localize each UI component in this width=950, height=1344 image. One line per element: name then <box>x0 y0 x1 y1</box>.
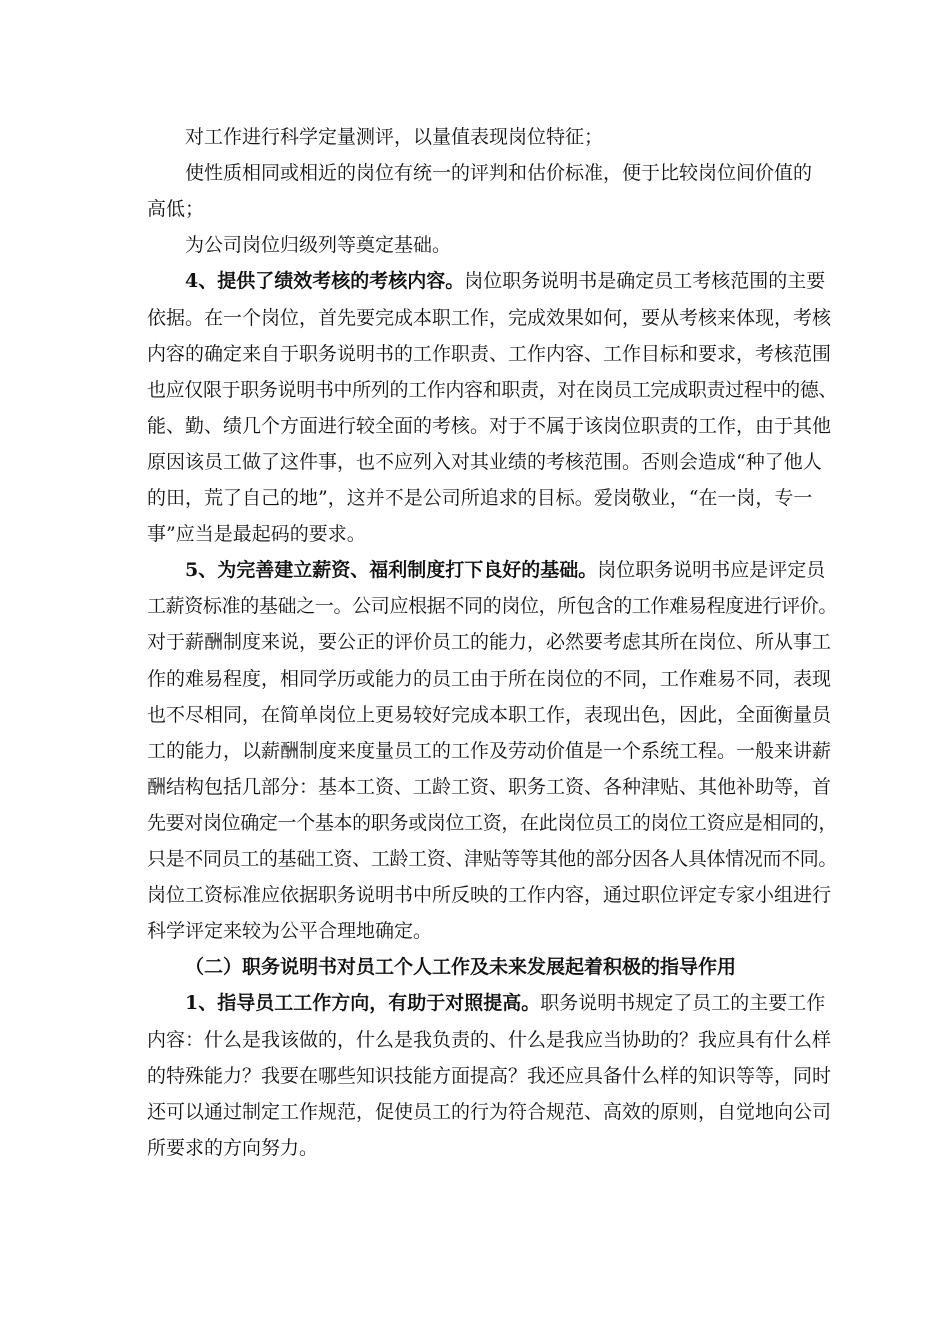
body-text: 对工作进行科学定量测评，以量值表现岗位特征； <box>185 126 604 148</box>
text-line <box>147 522 837 547</box>
text-line <box>185 233 837 258</box>
bold-heading-text: 1、指导员工工作方向，有助于对照提高。 <box>185 992 541 1014</box>
body-text: 使性质相同或相近的岗位有统一的评判和估价标准，便于比较岗位间价值的 <box>185 162 813 184</box>
text-line <box>147 486 837 511</box>
text-line <box>185 269 837 294</box>
body-text: 内容的确定来自于职务说明书的工作职责、工作内容、工作目标和要求，考核范围 <box>147 343 832 365</box>
text-line <box>147 630 837 655</box>
body-text: 工的能力，以薪酬制度来度量员工的工作及劳动价值是一个系统工程。一般来讲薪 <box>147 740 832 762</box>
body-text: 科学评定来较为公平合理地确定。 <box>147 920 433 942</box>
body-text: 还可以通过制定工作规范，促使员工的行为符合规范、高效的原则，自觉地向公司 <box>147 1101 832 1123</box>
body-text: 原因该员工做了这件事，也不应列入对其业绩的考核范围。否则会造成“种了他人 <box>147 451 822 473</box>
bold-heading-text: 5、为完善建立薪资、福利制度打下良好的基础。 <box>185 559 598 581</box>
body-text: 对于薪酬制度来说，要公正的评价员工的能力，必然要考虑其所在岗位、所从事工 <box>147 631 832 653</box>
body-text: 职务说明书规定了员工的主要工作 <box>540 992 826 1014</box>
text-line <box>185 161 837 186</box>
text-line <box>185 125 837 150</box>
text-line <box>185 558 837 583</box>
body-text: 只是不同员工的基础工资、工龄工资、津贴等等其他的部分因各人具体情况而不同。 <box>147 848 838 870</box>
text-line <box>147 847 837 872</box>
text-line <box>147 1136 837 1161</box>
body-text: 岗位工资标准应依据职务说明书中所反映的工作内容，通过职位评定专家小组进行 <box>147 884 832 906</box>
body-text: 先要对岗位确定一个基本的职务或岗位工资，在此岗位员工的岗位工资应是相同的， <box>147 812 838 834</box>
text-line <box>147 811 837 836</box>
text-line <box>147 414 837 439</box>
body-text: 所要求的方向努力。 <box>147 1137 319 1159</box>
text-line <box>185 955 837 980</box>
body-text: 工薪资标准的基础之一。公司应根据不同的岗位，所包含的工作难易程度进行评价。 <box>147 595 838 617</box>
body-text: 内容：什么是我该做的，什么是我负责的、什么是我应当协助的？我应具有什么样 <box>147 1029 832 1051</box>
text-line <box>147 775 837 800</box>
body-text: 的田，荒了自己的地”，这并不是公司所追求的目标。爱岗敬业，“在一岗，专一 <box>147 487 813 509</box>
text-line <box>147 197 837 222</box>
body-text: 为公司岗位归级列等奠定基础。 <box>185 234 452 256</box>
text-line <box>185 991 837 1016</box>
text-line <box>147 1064 837 1089</box>
body-text: 也应仅限于职务说明书中所列的工作内容和职责，对在岗员工完成职责过程中的德、 <box>147 379 838 401</box>
body-text: 也不尽相同，在简单岗位上更易较好完成本职工作，表现出色，因此，全面衡量员 <box>147 704 832 726</box>
bold-heading-text: （二）职务说明书对员工个人工作及未来发展起着积极的指导作用 <box>185 956 737 978</box>
body-text: 的特殊能力？我要在哪些知识技能方面提高？我还应具备什么样的知识等等，同时 <box>147 1065 832 1087</box>
body-text: 作的难易程度，相同学历或能力的员工由于所在岗位的不同，工作难易不同，表现 <box>147 668 832 690</box>
text-line <box>147 883 837 908</box>
text-line <box>147 703 837 728</box>
text-line <box>147 1028 837 1053</box>
text-line <box>147 919 837 944</box>
bold-heading-text: 4、提供了绩效考核的考核内容。 <box>185 270 465 292</box>
body-text: 依据。在一个岗位，首先要完成本职工作，完成效果如何，要从考核来体现，考核 <box>147 307 832 329</box>
body-text: 岗位职务说明书是确定员工考核范围的主要 <box>464 270 826 292</box>
text-line <box>147 1100 837 1125</box>
text-line <box>147 450 837 475</box>
body-text: 岗位职务说明书应是评定员 <box>597 559 826 581</box>
text-line <box>147 306 837 331</box>
body-text: 事”应当是最起码的要求。 <box>147 523 366 545</box>
text-line <box>147 378 837 403</box>
text-line <box>147 342 837 367</box>
body-text: 高低； <box>147 198 205 220</box>
body-text: 能、勤、绩几个方面进行较全面的考核。对于不属于该岗位职责的工作，由于其他 <box>147 415 832 437</box>
text-line <box>147 594 837 619</box>
text-line <box>147 667 837 692</box>
body-text: 酬结构包括几部分：基本工资、工龄工资、职务工资、各种津贴、其他补助等，首 <box>147 776 832 798</box>
text-line <box>147 739 837 764</box>
